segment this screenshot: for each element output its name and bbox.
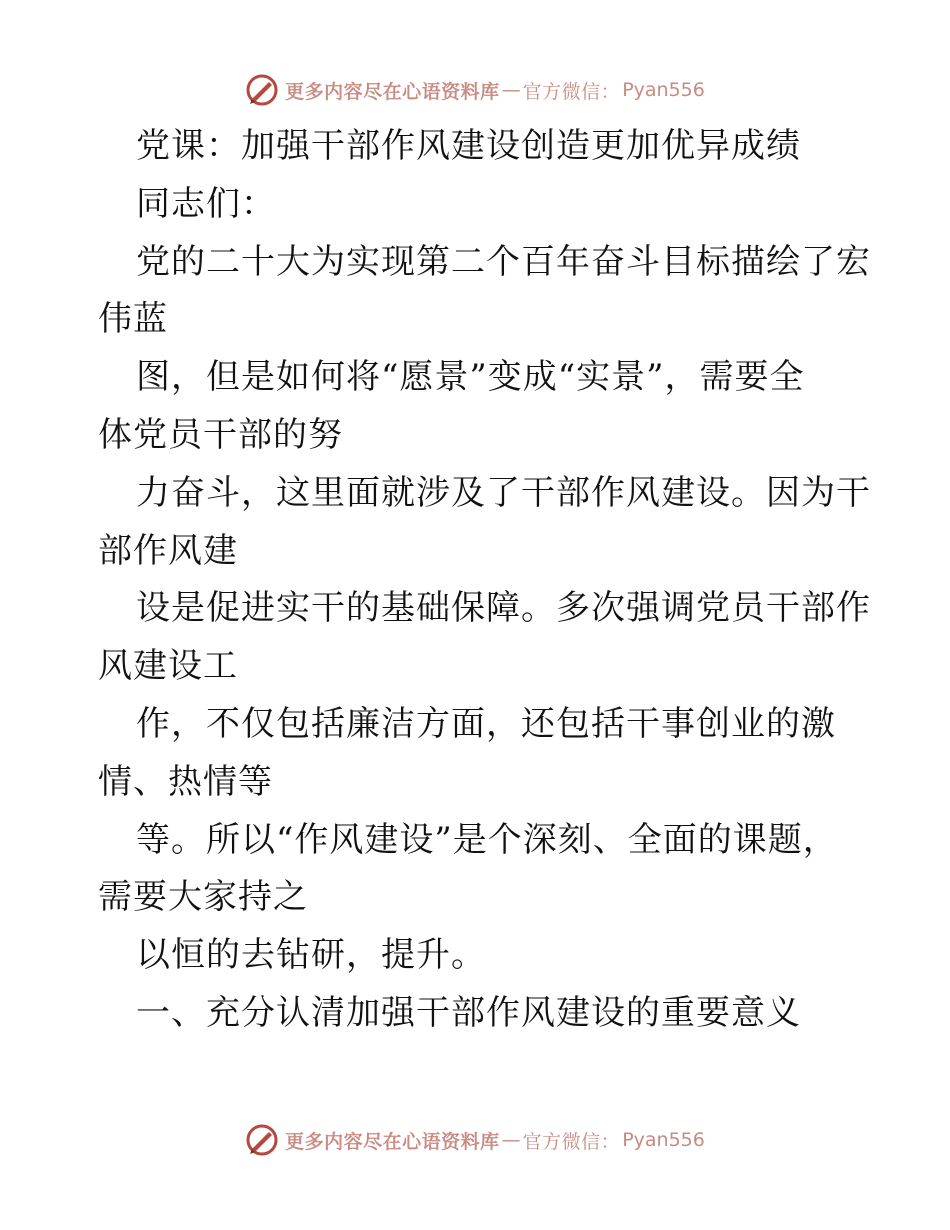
document-body — [98, 118, 871, 1043]
text-line: 作，不仅包括廉洁方面，还包括干事创业的激 — [136, 703, 836, 744]
text-line: 部作风建 — [98, 530, 238, 571]
text-line: 伟蓝 — [98, 299, 168, 340]
banner-wechat-label: 官方微信： — [522, 80, 621, 103]
text-line: 体党员干部的努 — [98, 414, 343, 455]
section-heading: 一、充分认清加强干部作风建设的重要意义 — [136, 992, 801, 1033]
text-line: 设是促进实干的基础保障。多次强调党员干部作 — [136, 588, 871, 629]
pen-logo-icon — [245, 1123, 279, 1157]
text-line: 风建设工 — [98, 646, 238, 687]
banner-wechat-handle: Pyan556 — [622, 1129, 705, 1151]
text-line: 图，但是如何将“愿景”变成“实景”，需要全 — [136, 357, 805, 398]
footer-watermark-banner — [0, 1120, 950, 1160]
banner-dash: — — [501, 1129, 521, 1151]
pen-logo-icon — [245, 73, 279, 107]
text-line: 以恒的去钻研，提升。 — [136, 935, 486, 976]
document-title: 党课：加强干部作风建设创造更加优异成绩 — [136, 126, 801, 166]
text-line: 等。所以“作风建设”是个深刻、全面的课题， — [136, 819, 838, 860]
header-watermark-banner — [0, 70, 950, 110]
text-line: 情、热情等 — [98, 761, 273, 802]
text-line: 力奋斗，这里面就涉及了干部作风建设。因为干 — [136, 472, 871, 513]
banner-wechat-label: 官方微信： — [522, 1130, 621, 1153]
banner-brand-text: 更多内容尽在心语资料库 — [285, 80, 500, 103]
text-line: 党的二十大为实现第二个百年奋斗目标描绘了宏 — [136, 241, 871, 282]
banner-wechat-handle: Pyan556 — [622, 79, 705, 101]
salutation: 同志们： — [136, 183, 276, 224]
banner-dash: — — [501, 79, 521, 101]
text-line: 需要大家持之 — [98, 877, 308, 918]
banner-brand-text: 更多内容尽在心语资料库 — [285, 1130, 500, 1153]
